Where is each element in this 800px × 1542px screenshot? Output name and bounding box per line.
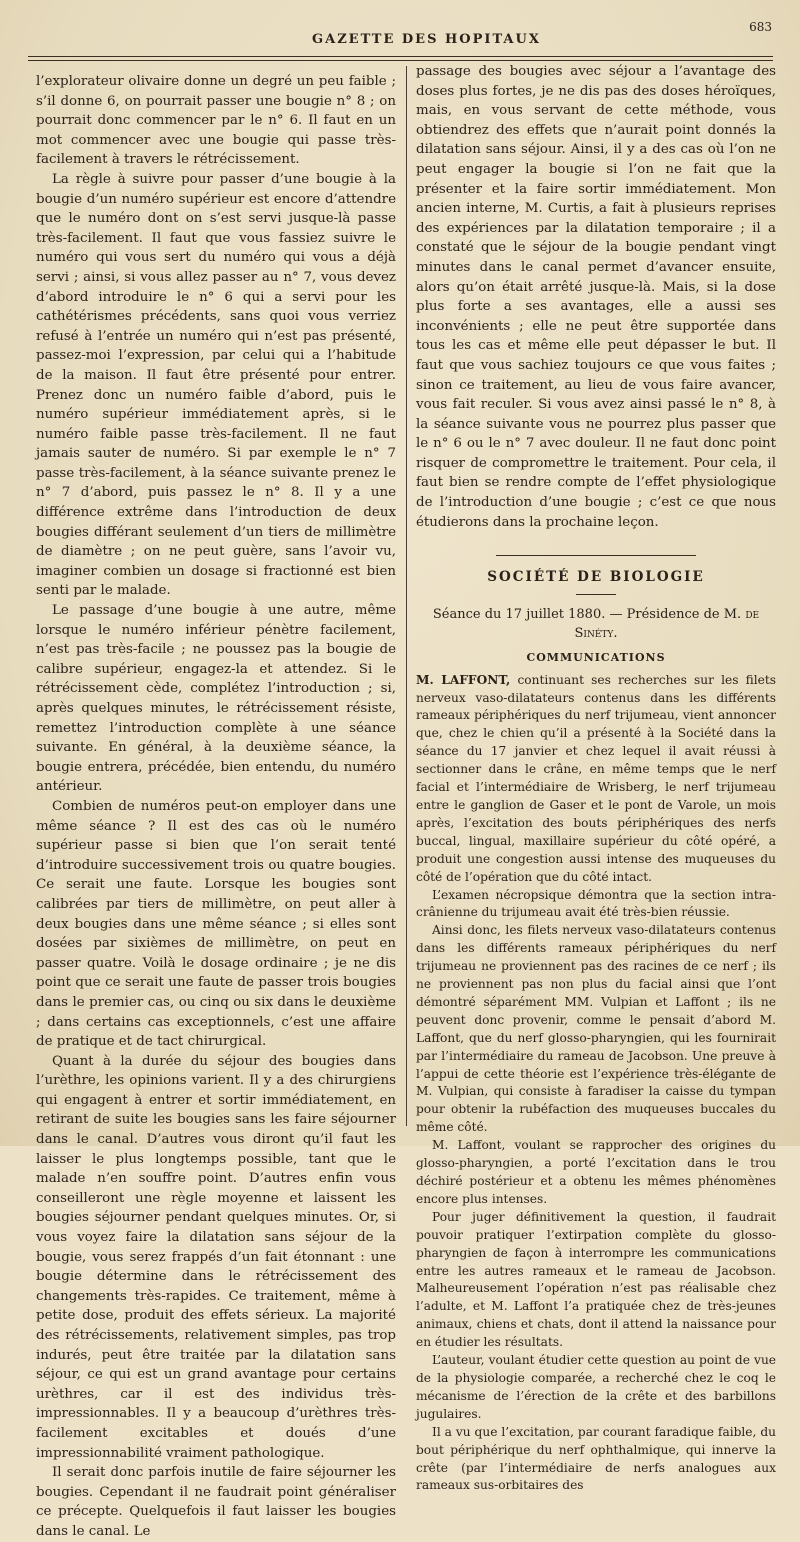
seance-text: Séance du 17 juillet 1880. — Présidence de M. — [432, 606, 742, 622]
communication-paragraph-6: L’auteur, voulant étudier cette question au point de vue de la physiologie comparée, a recherché chez le coq le mécanisme de l’érection de la crête et des barbillons jugulaires. — [416, 1353, 776, 1421]
column-divider — [406, 66, 407, 1126]
communication-paragraph-5: Pour juger définitivement la question, il faudrait pouvoir pratiquer l’extirpation complète du glosso-pharyngien de façon à interrompre les communications entre les autres rameaux et le rameau de Jacobson. Malheureusement l’opération n’est pas réalisable chez l’adulte, et M. Laffont l’a pratiquée chez de très-jeunes animaux, chiens et chats, dont il attend la naissance pour en étudier les résultats. — [416, 1209, 776, 1350]
right-column — [416, 62, 776, 1495]
communication-paragraph-3: Ainsi donc, les filets nerveux vaso-dilatateurs contenus dans les différents rameaux périphériques du nerf trijumeau ne proviennent pas des racines de ce nerf ; ils ne proviennent pas non plus du facial ainsi que l’ont démontré séparément MM. Vulpian et Laffont ; ils ne peuvent donc provenir, comme le pensait d’abord M. Laffont, que du nerf glosso-pharyngien, qui les fournirait par l’intermédiaire du rameau de Jacobson. Une preuve à l’appui de cette théorie est l’expérience très-élégante de M. Vulpian, qui consiste à faradiser la caisse du tympan pour obtenir la rubéfaction des muqueuses buccales du même côté. — [416, 923, 776, 1135]
page-header — [30, 18, 780, 58]
section-title: SOCIÉTÉ DE BIOLOGIE — [487, 569, 705, 586]
communication-paragraph-1-text: continuant ses recherches sur les filets nerveux vaso-dilatateurs contenus dans les différents rameaux périphériques du nerf trijumeau, vient annoncer que, chez le chien qu’il a présenté à la Société dans la séance du 17 janvier et chez lequel il avait réussi à sectionner dans le crâne, en même temps que le nerf facial et l’intermédiaire de Wrisberg, le nerf trijumeau entre le ganglion de Gaser et le pont de Varole, un mois après, l’excitation des bouts périphériques des nerfs buccal, lingual, maxillaire supérieur du côté opéré, a produit une congestion aussi intense des muqueuses du côté de l’opération que du côté intact. — [416, 672, 776, 884]
communication-body — [416, 672, 776, 1496]
section-short-rule — [576, 594, 616, 595]
speaker-name: M. LAFFONT, — [416, 672, 511, 687]
left-paragraph-4: Combien de numéros peut-on employer dans une même séance ? Il est des cas où le numéro supérieur passe si bien que l’on serait tenté d’introduire successivement trois ou quatre bougies. Ce serait une faute. Lorsque les bougies sont calibrées par tiers de millimètre, on peut aller à deux bougies dans une même séance ; si elles sont dosées par sixièmes de millimètre, on peut en passer quatre. Voilà le dosage ordinaire ; je ne dis point que ce serait une faute de passer trois bougies dans le premier cas, ou cinq ou six dans le deuxième ; dans certains cas exceptionnels, c’est une affaire de pratique et de tact chirurgical. — [36, 798, 396, 1050]
seance-line — [416, 605, 776, 644]
left-column — [36, 72, 396, 1542]
page-number: 683 — [749, 20, 772, 34]
header-rule — [28, 56, 773, 57]
communication-paragraph-7: Il a vu que l’excitation, par courant faradique faible, du bout périphérique du nerf ophthalmique, qui innerve la crête (par l’intermédiaire de nerfs analogues aux rameaux sus-orbitaires des — [416, 1424, 776, 1493]
communication-paragraph-4: M. Laffont, voulant se rapprocher des origines du glosso-pharyngien, a porté l’excitation dans le trou déchiré postérieur et a obtenu les mêmes phénomènes encore plus intenses. — [416, 1138, 776, 1206]
communication-paragraph-1 — [416, 672, 776, 887]
seance-president: de Sinéty. — [574, 606, 760, 642]
section-ornament — [416, 546, 776, 556]
journal-title: GAZETTE DES HOPITAUX — [312, 32, 541, 47]
left-paragraph-1: l’explorateur olivaire donne un degré un peu faible ; s’il donne 6, on pourrait passer une bougie n° 8 ; on pourrait donc commencer par le n° 6. Il faut en un mot commencer avec une bougie qui passe très-facilement à travers le rétrécissement. — [36, 74, 396, 168]
left-paragraph-6: Il serait donc parfois inutile de faire séjourner les bougies. Cependant il ne faudrait point généraliser ce précepte. Quelquefois il faut laisser les bougies dans le canal. Le — [36, 1465, 396, 1539]
communications-subhead: COMMUNICATIONS — [526, 651, 666, 665]
left-paragraph-2: La règle à suivre pour passer d’une bougie à la bougie d’un numéro supérieur est encore d’attendre que le numéro dont on s’est servi jusque-là passe très-facilement. Il faut que vous fassiez suivre le numéro qui vous sert du numéro qui vous a déjà servi ; ainsi, si vous allez passer au n° 7, vous devez d’abord introduire le n° 6 qui a servi pour les cathétérismes précédents, sans quoi vous verriez refusé à l’entrée un numéro qui n’est pas présenté, passez-moi l’expression, par celui qui a l’habitude de la maison. Il faut être présenté pour entrer. Prenez donc un numéro faible d’abord, puis le numéro supérieur immédiatement après, si le numéro faible passe très-facilement. Il ne faut jamais sauter de numéro. Si par exemple le n° 7 passe très-facilement, à la séance suivante prenez le n° 7 d’abord, puis passez le n° 8. Il y a une différence extrême dans l’introduction de deux bougies différant seulement d’un tiers de millimètre de diamètre ; on ne peut guère, sans l’avoir vu, imaginer combien un dosage si fractionné est bien senti par le malade. — [36, 171, 396, 599]
communication-paragraph-2: L’examen nécropsique démontra que la section intra-crânienne du trijumeau avait été très-bien réussie. — [416, 887, 776, 920]
ornament-rule — [496, 555, 696, 556]
header-rule-double — [28, 60, 773, 61]
right-continuation-paragraph: passage des bougies avec séjour a l’avantage des doses plus fortes, je ne dis pas des doses héroïques, mais, en vous servant de cette méthode, vous obtiendrez des effets que n’aurait point donnés la dilatation sans séjour. Ainsi, il y a des cas où l’on ne peut engager la bougie si l’on ne fait que la présenter et la faire sortir immédiatement. Mon ancien interne, M. Curtis, a fait à plusieurs reprises des expériences par la dilatation temporaire ; il a constaté que le séjour de la bougie pendant vingt minutes dans le canal permet d’avancer ensuite, alors qu’on était arrêté jusque-là. Mais, si la dose plus forte a ses avantages, elle a aussi ses inconvénients ; elle ne peut être supportée dans tous les cas et même elle peut dépasser le but. Il faut que vous sachiez toujours ce que vous faites ; sinon ce traitement, au lieu de vous faire avancer, vous fait reculer. Si vous avez ainsi passé le n° 8, à la séance suivante vous ne pourrez plus passer que le n° 6 ou le n° 7 avec douleur. Il ne faut donc point risquer de compromettre le traitement. Pour cela, il faut bien se rendre compte de l’effet physiologique de l’introduction d’une bougie ; c’est ce que nous étudierons dans la prochaine leçon. — [416, 64, 776, 530]
left-paragraph-5: Quant à la durée du séjour des bougies dans l’urèthre, les opinions varient. Il y a des chirurgiens qui engagent à entrer et sortir immédiatement, en retirant de suite les bougies sans les faire séjourner dans le canal. D’autres vous diront qu’il faut les laisser le plus longtemps possible, tant que le malade n’en souffre point. D’autres enfin vous conseilleront une règle moyenne et laissent les bougies séjourner pendant quelques minutes. Or, si vous voyez faire la dilatation sans séjour de la bougie, vous serez frappés d’un fait étonnant : une bougie détermine dans le rétrécissement des changements très-rapides. Ce traitement, même à petite dose, produit des effets sérieux. La majorité des rétrécissements, relativement simples, pas trop indurés, peut être traitée par la dilatation sans séjour, ce qui est un grand avantage pour certains urèthres, car il est des individus très-impressionnables. Il y a beaucoup d’urèthres très-facilement excitables et doués d’une impressionnabilité vraiment pathologique. — [36, 1053, 396, 1461]
left-paragraph-3: Le passage d’une bougie à une autre, même lorsque le numéro inférieur pénètre facilement, n’est pas très-facile ; ne poussez pas la bougie de calibre supérieur, engagez-la et attendez. Si le rétrécissement cède, complétez l’introduction ; si, après quelques minutes, le rétrécissement résiste, remettez l’introduction complète à une séance suivante. En général, à la deuxième séance, la bougie entrera, précédée, bien entendu, du numéro antérieur. — [36, 603, 396, 795]
